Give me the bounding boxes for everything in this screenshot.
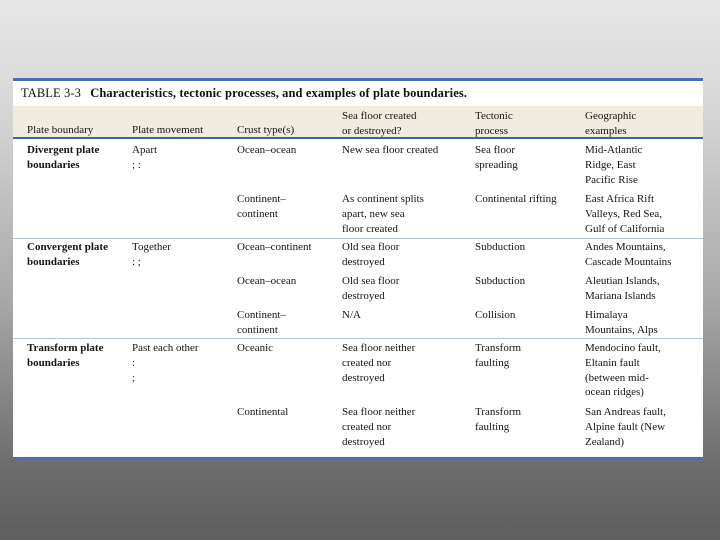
- row-5-crust-type: Oceanic: [237, 342, 274, 354]
- row-1-geographic-examples: East Africa Rift Valleys, Red Sea, Gulf of California: [585, 193, 665, 235]
- row-5-plate-movement: Past each other : ;: [132, 342, 199, 384]
- header-sea-floor: Sea floor created or destroyed?: [342, 110, 417, 137]
- row-2-tectonic-process: Subduction: [475, 241, 526, 253]
- header-tectonic-process: Tectonic process: [475, 110, 513, 137]
- table-card: [13, 78, 703, 460]
- row-5-geographic-examples: Mendocino fault, Eltanin fault (between mid- ocean ridges): [585, 342, 661, 399]
- header-plate-boundary: Plate boundary: [27, 124, 94, 136]
- table-label: TABLE 3-3: [21, 86, 81, 100]
- row-3-geographic-examples: Aleutian Islands, Mariana Islands: [585, 275, 660, 302]
- row-0-plate-boundary: Divergent plate boundaries: [27, 144, 100, 171]
- row-5-sea-floor: Sea floor neither created nor destroyed: [342, 342, 416, 384]
- row-0-sea-floor: New sea floor created: [342, 144, 439, 156]
- row-6-crust-type: Continental: [237, 406, 289, 418]
- bottom-rule: [13, 457, 703, 460]
- header-geographic-examples: Geographic examples: [585, 110, 637, 137]
- row-3-sea-floor: Old sea floor destroyed: [342, 275, 400, 302]
- group-divider: [13, 238, 703, 239]
- row-5-plate-boundary: Transform plate boundaries: [27, 342, 104, 369]
- row-3-tectonic-process: Subduction: [475, 275, 526, 287]
- row-3-crust-type: Ocean–ocean: [237, 275, 297, 287]
- row-2-plate-movement: Together : ;: [132, 241, 171, 268]
- header-plate-movement: Plate movement: [132, 124, 204, 136]
- row-6-geographic-examples: San Andreas fault, Alpine fault (New Zealand): [585, 406, 666, 448]
- row-0-tectonic-process: Sea floor spreading: [475, 144, 518, 171]
- row-1-crust-type: Continent– continent: [237, 193, 286, 220]
- row-2-crust-type: Ocean–continent: [237, 241, 312, 253]
- group-divider: [13, 338, 703, 339]
- header-crust-type: Crust type(s): [237, 124, 295, 136]
- row-6-sea-floor: Sea floor neither created nor destroyed: [342, 406, 416, 448]
- row-4-sea-floor: N/A: [342, 309, 361, 321]
- row-2-geographic-examples: Andes Mountains, Cascade Mountains: [585, 241, 672, 268]
- row-6-tectonic-process: Transform faulting: [475, 406, 522, 433]
- row-5-tectonic-process: Transform faulting: [475, 342, 522, 369]
- row-4-crust-type: Continent– continent: [237, 309, 286, 336]
- row-0-geographic-examples: Mid-Atlantic Ridge, East Pacific Rise: [585, 144, 643, 186]
- row-2-plate-boundary: Convergent plate boundaries: [27, 241, 108, 268]
- row-4-geographic-examples: Himalaya Mountains, Alps: [585, 309, 658, 336]
- table-title-text: Characteristics, tectonic processes, and examples of plate boundaries.: [90, 86, 468, 100]
- row-2-sea-floor: Old sea floor destroyed: [342, 241, 400, 268]
- table-title: [21, 86, 467, 101]
- row-1-sea-floor: As continent splits apart, new sea floor created: [342, 193, 424, 235]
- row-0-crust-type: Ocean–ocean: [237, 144, 297, 156]
- row-1-tectonic-process: Continental rifting: [475, 193, 557, 205]
- top-rule: [13, 78, 703, 81]
- row-4-tectonic-process: Collision: [475, 309, 516, 321]
- row-0-plate-movement: Apart ; :: [132, 144, 158, 171]
